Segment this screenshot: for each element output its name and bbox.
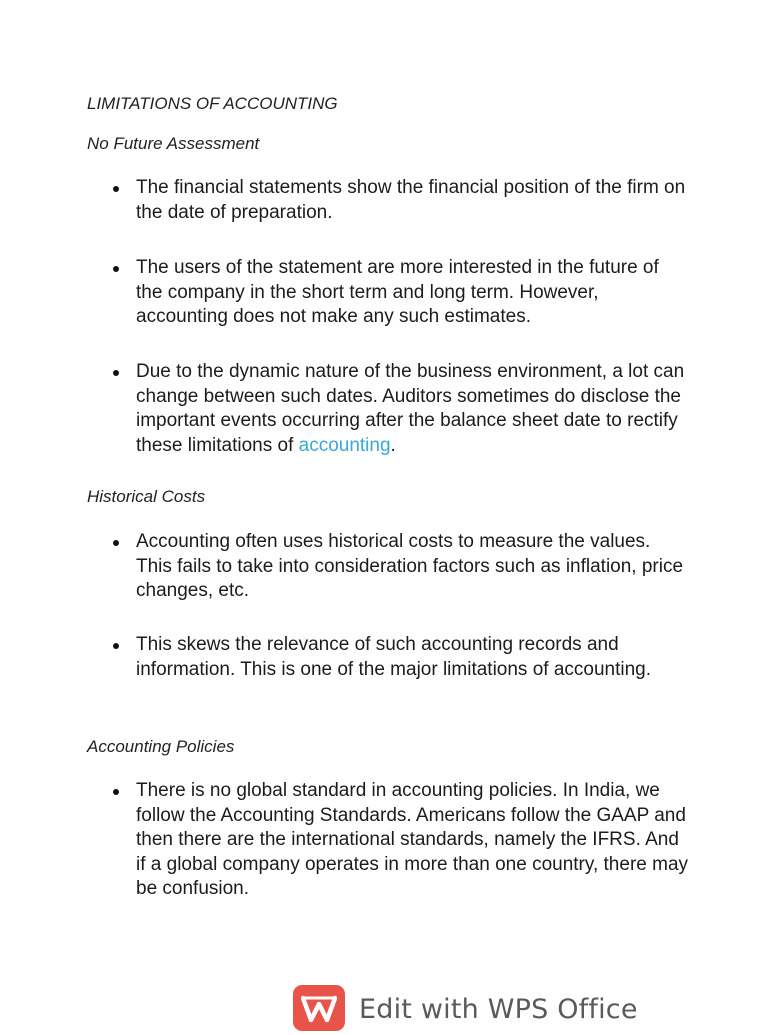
bullet-dot <box>113 266 119 272</box>
accounting-link[interactable]: accounting <box>298 434 391 456</box>
bullet-list-no-future-assessment-2 <box>0 256 768 330</box>
section-heading-accounting-policies: Accounting Policies <box>87 737 235 756</box>
bullet-list-no-future-assessment-3 <box>0 360 768 458</box>
wps-logo-icon <box>293 985 345 1031</box>
wps-logo-glyph <box>301 995 337 1023</box>
bullet-dot <box>113 540 119 546</box>
list-item <box>0 530 768 604</box>
list-item <box>0 779 768 902</box>
bullet-list-historical-costs <box>0 530 768 604</box>
bullet-dot <box>113 643 119 649</box>
bullet-list-historical-costs-2 <box>0 633 768 682</box>
bullet-text: Accounting often uses historical costs to measure the values. This fails to take into consideration factors such as inflation, price changes, etc. <box>136 531 684 602</box>
bullet-text: Due to the dynamic nature of the business environment, a lot can change between such dates. Auditors sometimes do disclose the important events occurring after the balance sheet date to rectify these limitations of <box>136 361 685 456</box>
bullet-list-accounting-policies <box>0 779 768 902</box>
bullet-text-end: . <box>390 434 396 456</box>
section-heading-historical-costs: Historical Costs <box>87 487 206 506</box>
wps-edit-banner[interactable] <box>293 985 638 1035</box>
bullet-text: This skews the relevance of such accounting records and information. This is one of the major limitations of accounting. <box>136 634 652 680</box>
bullet-text: There is no global standard in accounting policies. In India, we follow the Accounting Standards. Americans follow the GAAP and then there are the international standards, namely the IFRS. And if a global company operates in more than one country, there may be confusion. <box>136 780 689 900</box>
bullet-dot <box>113 370 119 376</box>
list-item <box>0 633 768 682</box>
document-title: LIMITATIONS OF ACCOUNTING <box>87 94 338 113</box>
wps-edit-label[interactable]: Edit with WPS Office <box>359 994 638 1025</box>
list-item <box>0 176 768 225</box>
list-item <box>0 360 768 458</box>
bullet-text: The users of the statement are more interested in the future of the company in the short term and long term. However, accounting does not make any such estimates. <box>136 257 659 328</box>
bullet-dot <box>113 186 119 192</box>
section-heading-no-future-assessment: No Future Assessment <box>87 134 260 153</box>
bullet-list-no-future-assessment <box>0 176 768 225</box>
bullet-text: The financial statements show the financial position of the firm on the date of preparation. <box>136 177 686 223</box>
list-item <box>0 256 768 330</box>
bullet-dot <box>113 789 119 795</box>
